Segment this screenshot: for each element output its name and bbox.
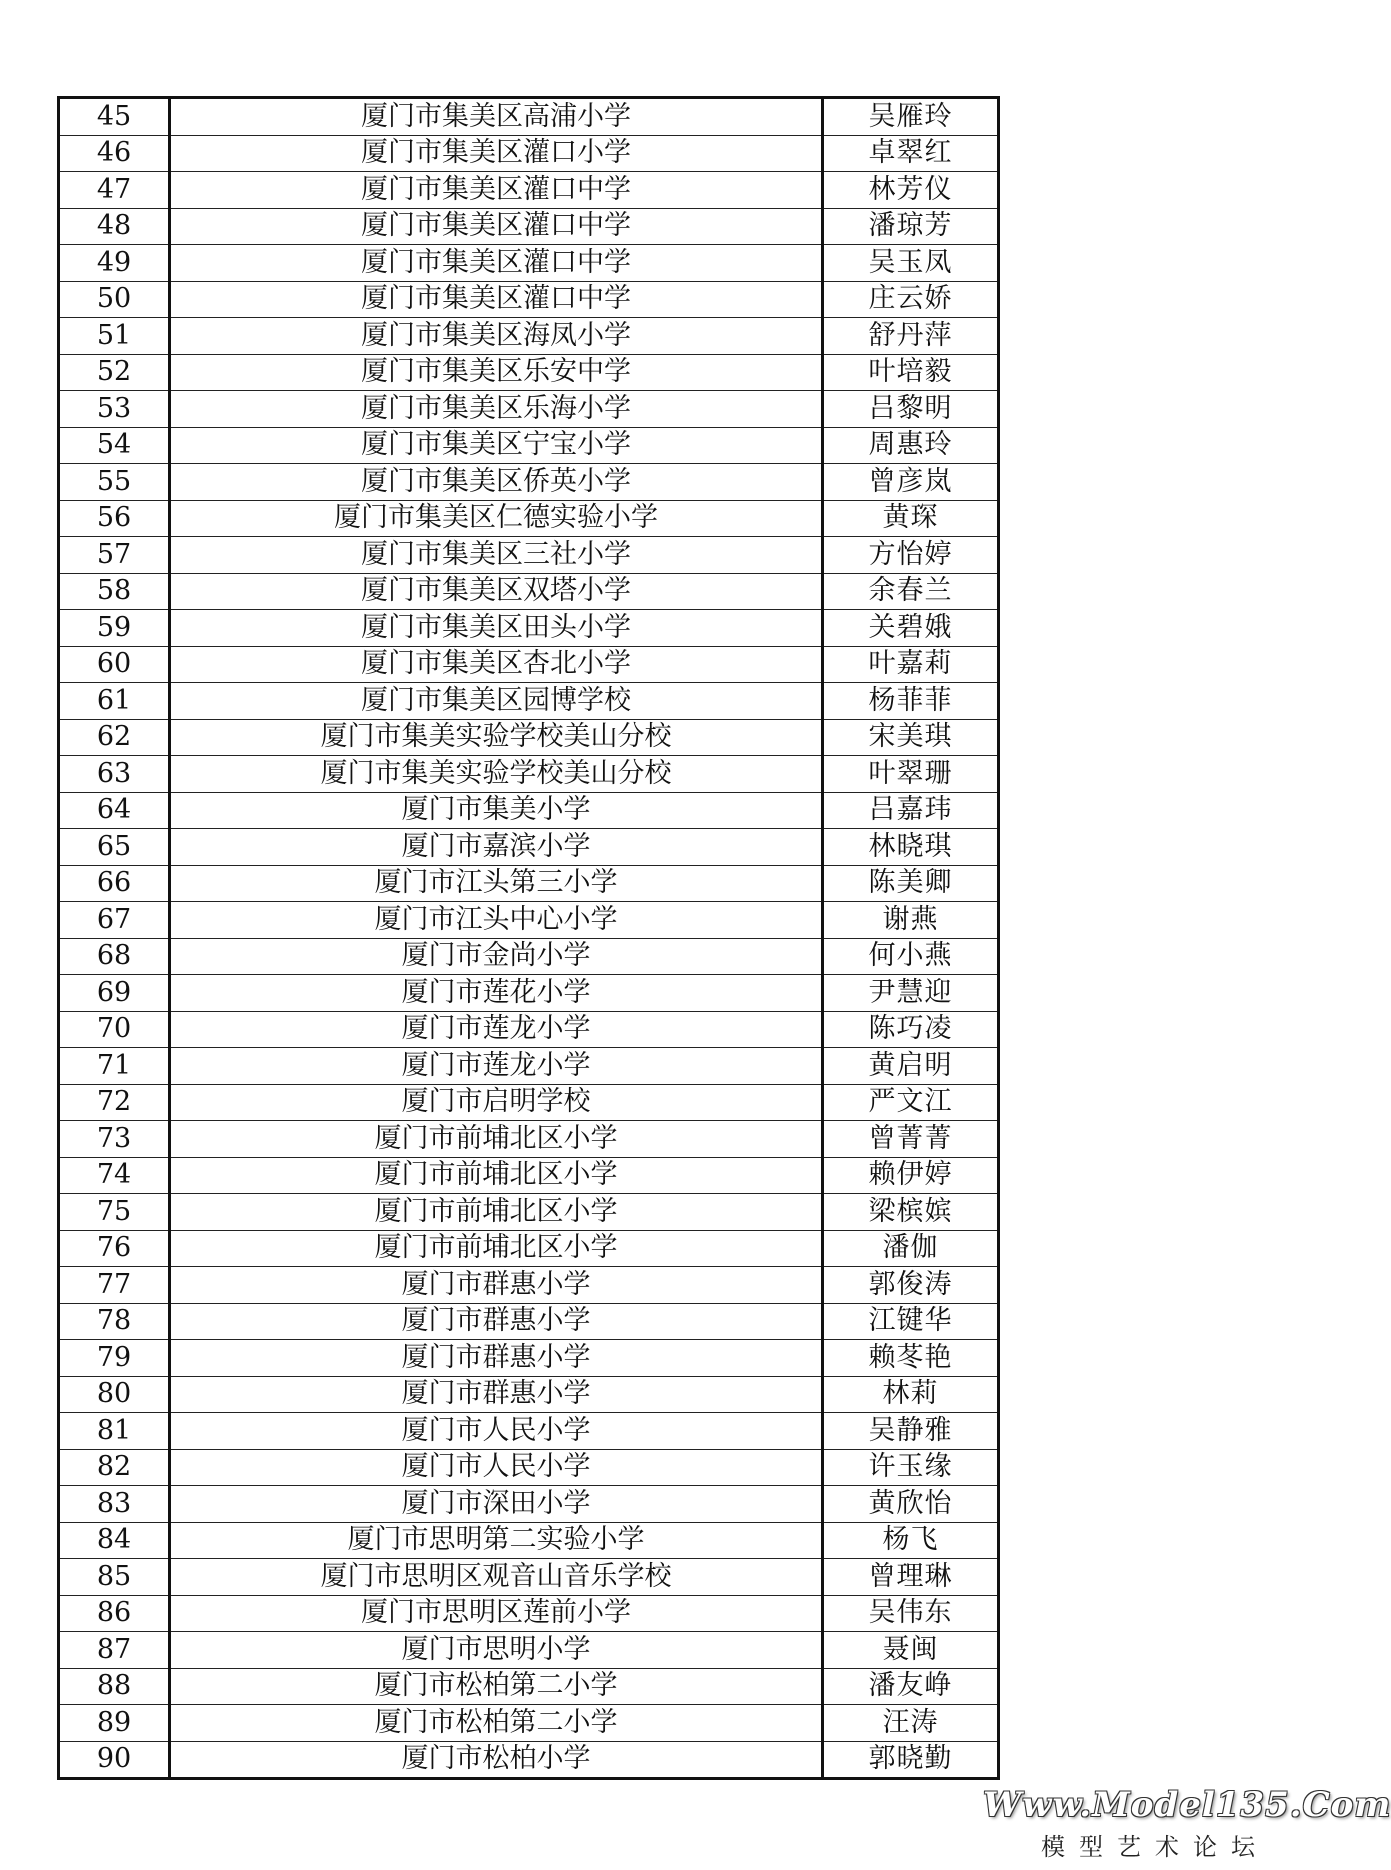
teacher-name-cell: 林晓琪 [823, 829, 999, 866]
teacher-name-cell: 吕嘉玮 [823, 792, 999, 829]
row-number-cell: 61 [59, 683, 170, 720]
teacher-name-cell: 吕黎明 [823, 391, 999, 428]
table-row [59, 537, 999, 574]
school-cell: 厦门市启明学校 [170, 1084, 823, 1121]
row-number-cell: 86 [59, 1595, 170, 1632]
teacher-name-cell: 潘琼芳 [823, 208, 999, 245]
table-row [59, 1011, 999, 1048]
table-row [59, 427, 999, 464]
row-number-cell: 77 [59, 1267, 170, 1304]
table-row [59, 318, 999, 355]
table-row [59, 354, 999, 391]
school-cell: 厦门市集美区田头小学 [170, 610, 823, 647]
table-row [59, 719, 999, 756]
row-number-cell: 87 [59, 1632, 170, 1669]
table-row [59, 1303, 999, 1340]
school-cell: 厦门市集美区双塔小学 [170, 573, 823, 610]
school-cell: 厦门市集美区三社小学 [170, 537, 823, 574]
teacher-name-cell: 周惠玲 [823, 427, 999, 464]
school-cell: 厦门市前埔北区小学 [170, 1157, 823, 1194]
teacher-name-cell: 尹慧迎 [823, 975, 999, 1012]
table-row [59, 1340, 999, 1377]
row-number-cell: 54 [59, 427, 170, 464]
table-row [59, 1632, 999, 1669]
watermark-url: Www.Model135.Com [983, 1785, 1391, 1825]
school-cell: 厦门市江头中心小学 [170, 902, 823, 939]
school-cell: 厦门市集美区灌口中学 [170, 208, 823, 245]
teacher-name-cell: 林芳仪 [823, 172, 999, 209]
row-number-cell: 75 [59, 1194, 170, 1231]
school-cell: 厦门市思明第二实验小学 [170, 1522, 823, 1559]
teacher-name-cell: 赖苳艳 [823, 1340, 999, 1377]
table-row [59, 1559, 999, 1596]
teacher-name-cell: 何小燕 [823, 938, 999, 975]
teacher-name-cell: 曾理琳 [823, 1559, 999, 1596]
school-cell: 厦门市集美实验学校美山分校 [170, 756, 823, 793]
row-number-cell: 85 [59, 1559, 170, 1596]
school-cell: 厦门市松柏小学 [170, 1741, 823, 1779]
school-cell: 厦门市集美区海凤小学 [170, 318, 823, 355]
row-number-cell: 46 [59, 135, 170, 172]
teacher-name-cell: 关碧娥 [823, 610, 999, 647]
teacher-name-cell: 陈美卿 [823, 865, 999, 902]
row-number-cell: 70 [59, 1011, 170, 1048]
teacher-name-cell: 方怡婷 [823, 537, 999, 574]
teacher-name-cell: 江键华 [823, 1303, 999, 1340]
row-number-cell: 90 [59, 1741, 170, 1779]
school-cell: 厦门市集美区灌口小学 [170, 135, 823, 172]
table-row [59, 172, 999, 209]
school-cell: 厦门市松柏第二小学 [170, 1705, 823, 1742]
teacher-name-cell: 吴伟东 [823, 1595, 999, 1632]
table-body [59, 98, 999, 1779]
row-number-cell: 81 [59, 1413, 170, 1450]
row-number-cell: 80 [59, 1376, 170, 1413]
table-row [59, 1267, 999, 1304]
school-cell: 厦门市金尚小学 [170, 938, 823, 975]
teacher-name-cell: 余春兰 [823, 573, 999, 610]
row-number-cell: 88 [59, 1668, 170, 1705]
teacher-name-cell: 林莉 [823, 1376, 999, 1413]
row-number-cell: 69 [59, 975, 170, 1012]
table-row [59, 1157, 999, 1194]
teacher-name-cell: 汪涛 [823, 1705, 999, 1742]
teacher-name-cell: 叶嘉莉 [823, 646, 999, 683]
table-row [59, 1522, 999, 1559]
row-number-cell: 68 [59, 938, 170, 975]
teacher-name-cell: 黄启明 [823, 1048, 999, 1085]
teacher-name-cell: 舒丹萍 [823, 318, 999, 355]
school-cell: 厦门市前埔北区小学 [170, 1230, 823, 1267]
table-row [59, 1376, 999, 1413]
teacher-name-cell: 吴玉凤 [823, 245, 999, 282]
row-number-cell: 57 [59, 537, 170, 574]
table-row [59, 573, 999, 610]
table-row [59, 135, 999, 172]
teacher-name-cell: 吴雁玲 [823, 98, 999, 136]
school-cell: 厦门市群惠小学 [170, 1303, 823, 1340]
teacher-name-cell: 庄云娇 [823, 281, 999, 318]
table-row [59, 1048, 999, 1085]
table-row [59, 975, 999, 1012]
table-row [59, 245, 999, 282]
teacher-name-cell: 宋美琪 [823, 719, 999, 756]
row-number-cell: 60 [59, 646, 170, 683]
award-list-table [57, 96, 1000, 1780]
school-cell: 厦门市嘉滨小学 [170, 829, 823, 866]
teacher-name-cell: 曾彦岚 [823, 464, 999, 501]
row-number-cell: 83 [59, 1486, 170, 1523]
row-number-cell: 79 [59, 1340, 170, 1377]
teacher-name-cell: 曾菁菁 [823, 1121, 999, 1158]
row-number-cell: 72 [59, 1084, 170, 1121]
school-cell: 厦门市集美区高浦小学 [170, 98, 823, 136]
school-cell: 厦门市群惠小学 [170, 1267, 823, 1304]
row-number-cell: 52 [59, 354, 170, 391]
teacher-name-cell: 陈巧凌 [823, 1011, 999, 1048]
teacher-name-cell: 郭晓勤 [823, 1741, 999, 1779]
row-number-cell: 82 [59, 1449, 170, 1486]
table-row [59, 1413, 999, 1450]
school-cell: 厦门市集美区仁德实验小学 [170, 500, 823, 537]
row-number-cell: 55 [59, 464, 170, 501]
row-number-cell: 71 [59, 1048, 170, 1085]
school-cell: 厦门市思明区莲前小学 [170, 1595, 823, 1632]
school-cell: 厦门市集美区灌口中学 [170, 172, 823, 209]
row-number-cell: 49 [59, 245, 170, 282]
site-watermark [983, 1785, 1391, 1862]
table-row [59, 1121, 999, 1158]
teacher-name-cell: 杨飞 [823, 1522, 999, 1559]
table-row [59, 1230, 999, 1267]
school-cell: 厦门市前埔北区小学 [170, 1121, 823, 1158]
row-number-cell: 58 [59, 573, 170, 610]
row-number-cell: 66 [59, 865, 170, 902]
row-number-cell: 51 [59, 318, 170, 355]
table-row [59, 792, 999, 829]
watermark-subtitle: 模型艺术论坛 [1041, 1833, 1269, 1861]
school-cell: 厦门市人民小学 [170, 1413, 823, 1450]
teacher-name-cell: 吴静雅 [823, 1413, 999, 1450]
teacher-name-cell: 郭俊涛 [823, 1267, 999, 1304]
teacher-name-cell: 聂闽 [823, 1632, 999, 1669]
school-cell: 厦门市集美小学 [170, 792, 823, 829]
teacher-name-cell: 潘友峥 [823, 1668, 999, 1705]
table-row [59, 902, 999, 939]
school-cell: 厦门市集美区侨英小学 [170, 464, 823, 501]
table-row [59, 610, 999, 647]
row-number-cell: 45 [59, 98, 170, 136]
row-number-cell: 62 [59, 719, 170, 756]
school-cell: 厦门市前埔北区小学 [170, 1194, 823, 1231]
teacher-name-cell: 梁槟嫔 [823, 1194, 999, 1231]
row-number-cell: 67 [59, 902, 170, 939]
table-row [59, 500, 999, 537]
school-cell: 厦门市人民小学 [170, 1449, 823, 1486]
row-number-cell: 50 [59, 281, 170, 318]
row-number-cell: 59 [59, 610, 170, 647]
school-cell: 厦门市莲龙小学 [170, 1048, 823, 1085]
teacher-name-cell: 潘伽 [823, 1230, 999, 1267]
teacher-name-cell: 严文江 [823, 1084, 999, 1121]
teacher-name-cell: 黄琛 [823, 500, 999, 537]
school-cell: 厦门市思明小学 [170, 1632, 823, 1669]
teacher-name-cell: 叶翠珊 [823, 756, 999, 793]
school-cell: 厦门市莲花小学 [170, 975, 823, 1012]
row-number-cell: 74 [59, 1157, 170, 1194]
school-cell: 厦门市群惠小学 [170, 1376, 823, 1413]
row-number-cell: 84 [59, 1522, 170, 1559]
school-cell: 厦门市集美区杏北小学 [170, 646, 823, 683]
teacher-name-cell: 卓翠红 [823, 135, 999, 172]
school-cell: 厦门市思明区观音山音乐学校 [170, 1559, 823, 1596]
row-number-cell: 53 [59, 391, 170, 428]
table-row [59, 1194, 999, 1231]
table-row [59, 1084, 999, 1121]
table-row [59, 98, 999, 136]
row-number-cell: 63 [59, 756, 170, 793]
row-number-cell: 89 [59, 1705, 170, 1742]
row-number-cell: 65 [59, 829, 170, 866]
table-row [59, 865, 999, 902]
school-cell: 厦门市松柏第二小学 [170, 1668, 823, 1705]
table-row [59, 1668, 999, 1705]
school-cell: 厦门市莲龙小学 [170, 1011, 823, 1048]
school-cell: 厦门市集美区灌口中学 [170, 281, 823, 318]
school-cell: 厦门市深田小学 [170, 1486, 823, 1523]
school-cell: 厦门市江头第三小学 [170, 865, 823, 902]
table-row [59, 1741, 999, 1779]
row-number-cell: 64 [59, 792, 170, 829]
table-row [59, 646, 999, 683]
table-row [59, 829, 999, 866]
teacher-name-cell: 谢燕 [823, 902, 999, 939]
school-cell: 厦门市集美实验学校美山分校 [170, 719, 823, 756]
teacher-name-cell: 黄欣怡 [823, 1486, 999, 1523]
table-row [59, 391, 999, 428]
table-row [59, 208, 999, 245]
teacher-name-cell: 许玉缘 [823, 1449, 999, 1486]
teacher-name-cell: 赖伊婷 [823, 1157, 999, 1194]
table-row [59, 938, 999, 975]
table-row [59, 281, 999, 318]
table-row [59, 1449, 999, 1486]
row-number-cell: 47 [59, 172, 170, 209]
school-cell: 厦门市集美区宁宝小学 [170, 427, 823, 464]
school-cell: 厦门市集美区乐安中学 [170, 354, 823, 391]
school-cell: 厦门市集美区乐海小学 [170, 391, 823, 428]
school-cell: 厦门市集美区园博学校 [170, 683, 823, 720]
table-row [59, 1486, 999, 1523]
table-row [59, 1595, 999, 1632]
school-cell: 厦门市群惠小学 [170, 1340, 823, 1377]
row-number-cell: 73 [59, 1121, 170, 1158]
row-number-cell: 48 [59, 208, 170, 245]
row-number-cell: 78 [59, 1303, 170, 1340]
table-row [59, 1705, 999, 1742]
table-row [59, 756, 999, 793]
table-row [59, 464, 999, 501]
row-number-cell: 56 [59, 500, 170, 537]
table-row [59, 683, 999, 720]
teacher-name-cell: 杨菲菲 [823, 683, 999, 720]
school-cell: 厦门市集美区灌口中学 [170, 245, 823, 282]
row-number-cell: 76 [59, 1230, 170, 1267]
teacher-name-cell: 叶培毅 [823, 354, 999, 391]
